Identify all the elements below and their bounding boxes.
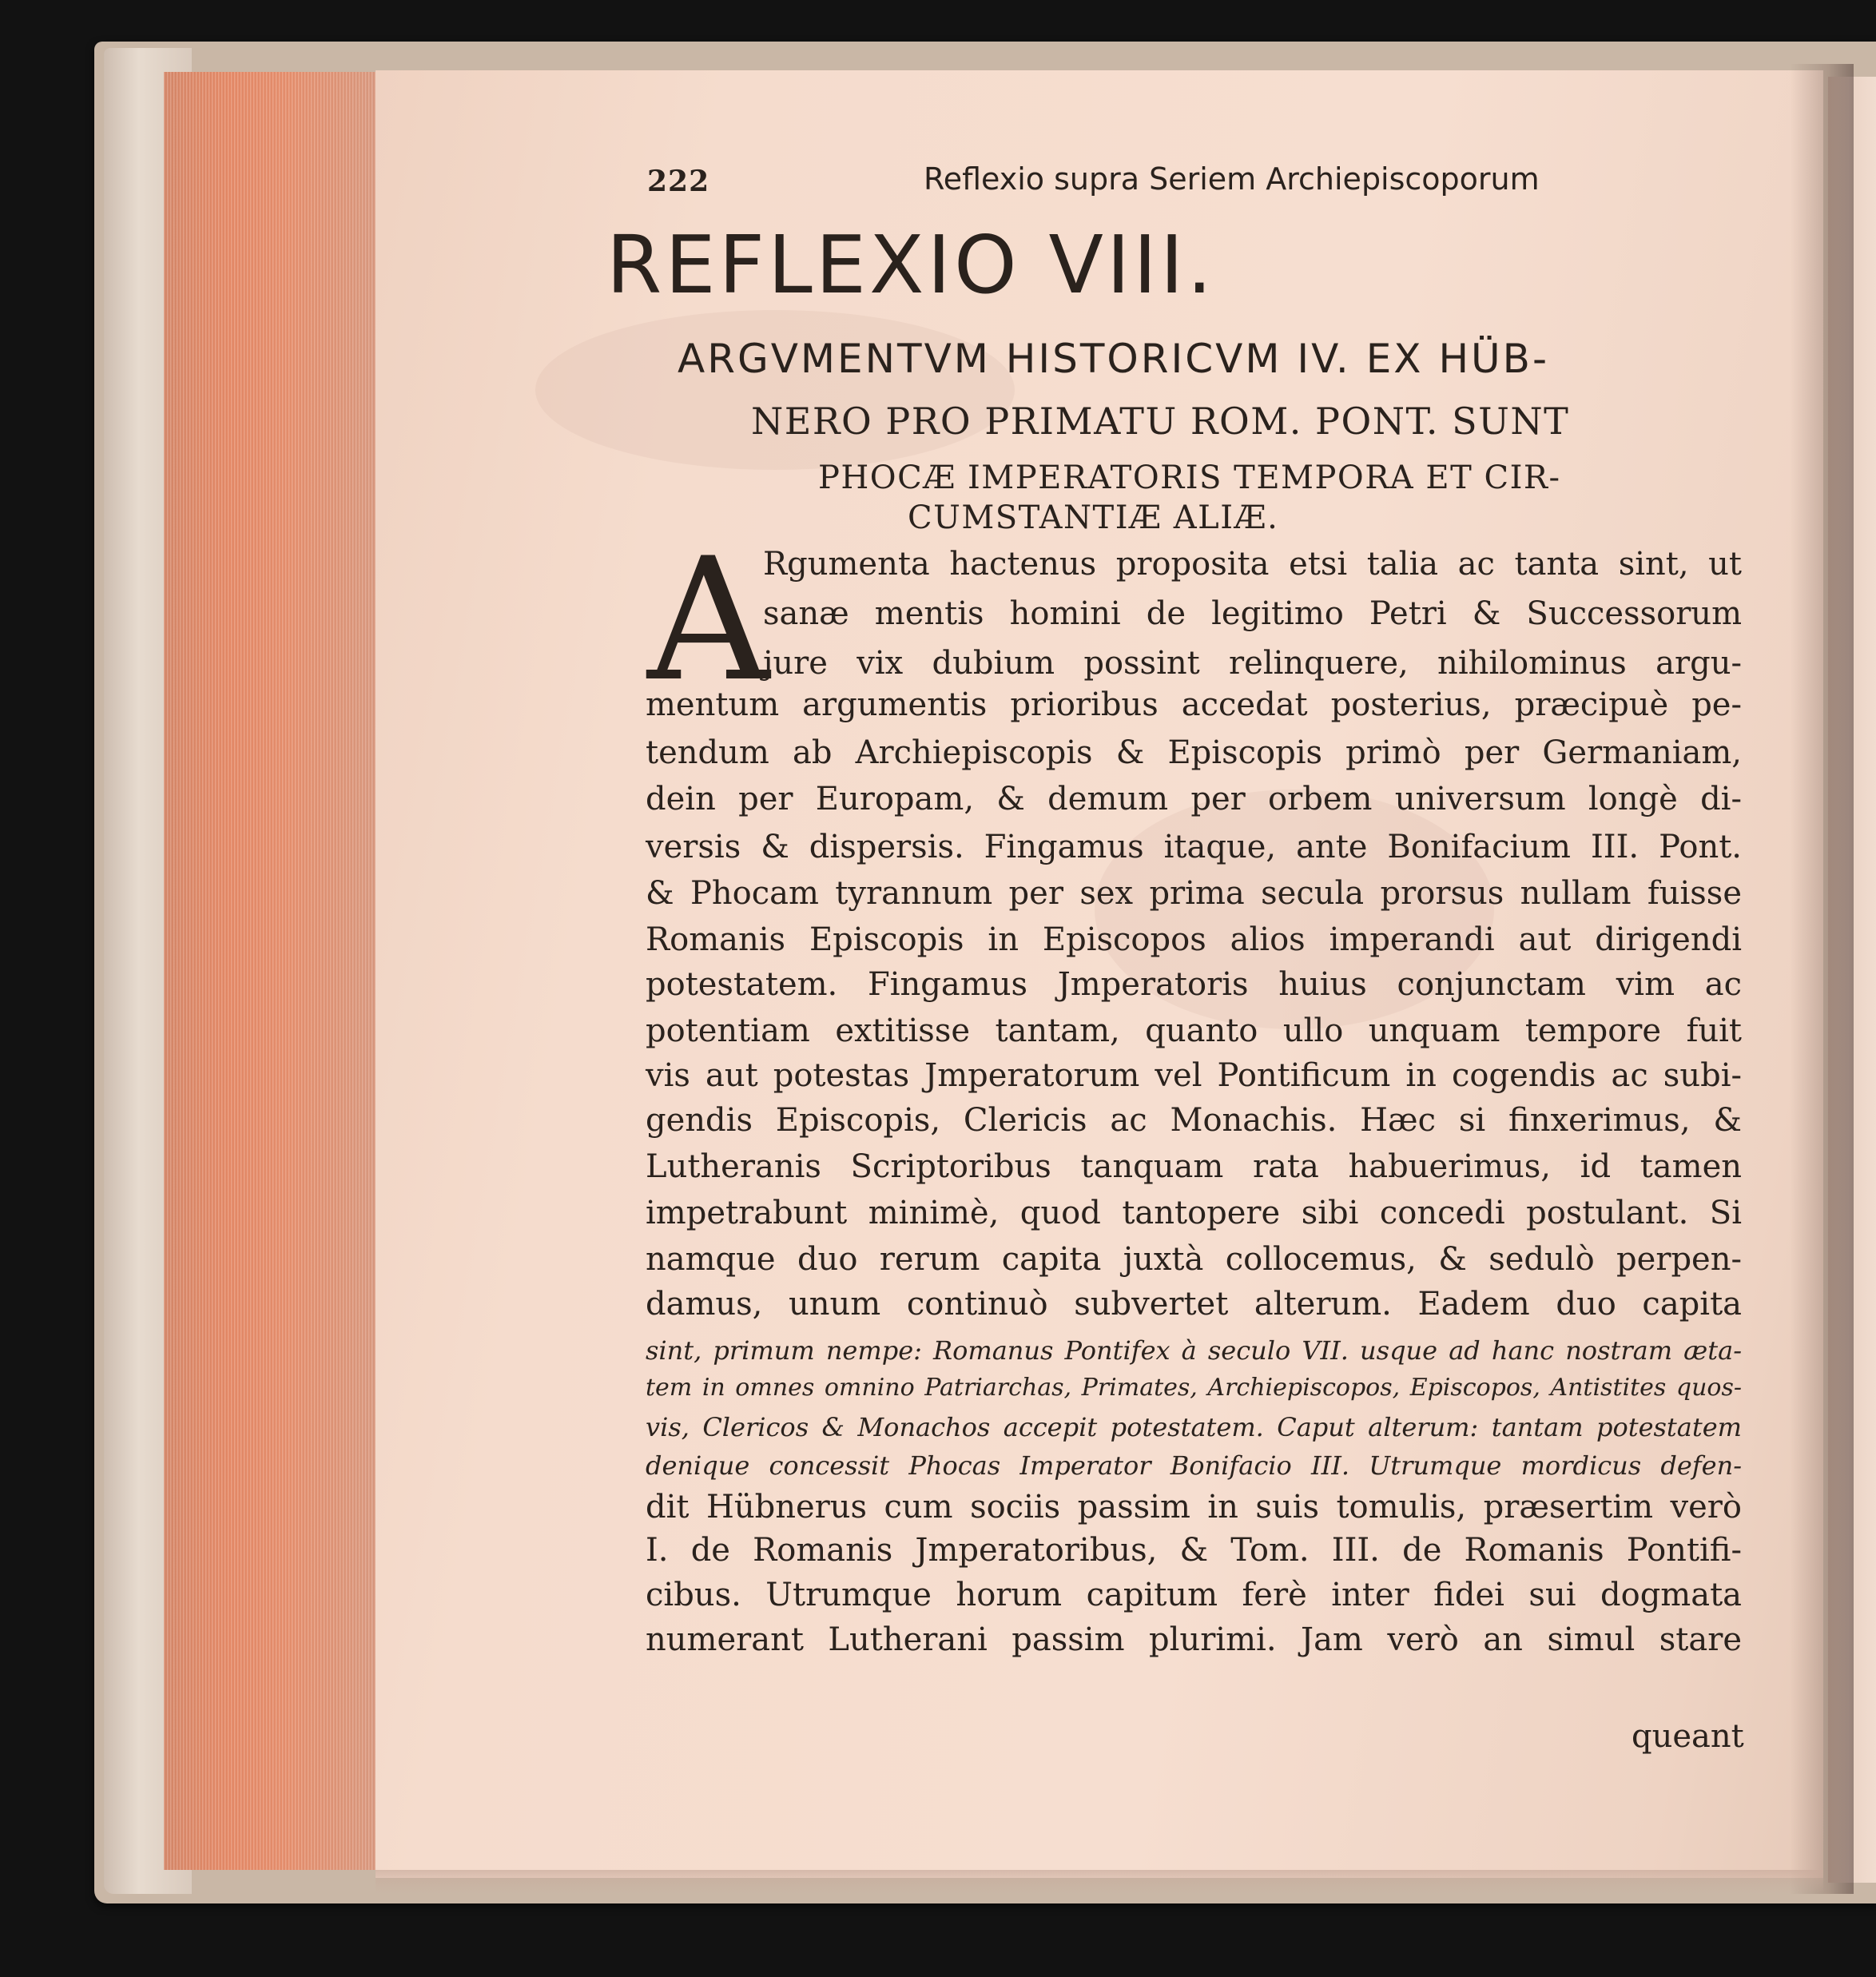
page-bottom-shadow [376, 1870, 1823, 1894]
page-number: 222 [647, 165, 710, 198]
paper-stain [535, 310, 1015, 470]
body-line-italic: sint, primum nempe: Romanus Pontifex à seculo VII. usque ad hanc nostram æta- [646, 1335, 1742, 1366]
subtitle-line: PHOCÆ IMPERATORIS TEMPORA ET CIR- [818, 459, 1561, 496]
running-head [647, 161, 1766, 213]
subtitle-line: NERO PRO PRIMATU ROM. PONT. SUNT [751, 400, 1570, 443]
body-line: mentum argumentis prioribus accedat posterius, præcipuè pe- [646, 686, 1742, 723]
body-line: & Phocam tyrannum per sex prima secula prorsus nullam fuisse [646, 875, 1742, 912]
body-line: tendum ab Archiepiscopis & Episcopis primò per Germaniam, [646, 734, 1742, 771]
chapter-title: REFLEXIO VIII. [606, 218, 1216, 312]
body-line: versis & dispersis. Fingamus itaque, ante Bonifacium III. Pont. [646, 829, 1742, 865]
catchword: queant [1632, 1718, 1744, 1755]
body-line: Romanis Episcopis in Episcopos alios imperandi aut dirigendi [646, 921, 1742, 958]
subtitle-line: ARGVMENTVM HISTORICVM IV. EX HÜB- [678, 336, 1549, 382]
drop-cap: A [647, 521, 770, 718]
body-line-italic: vis, Clericos & Monachos accepit potestatem. Caput alterum: tantam potestatem [646, 1412, 1742, 1442]
body-line: gendis Episcopis, Clericis ac Monachis. Hæc si finxerimus, & [646, 1102, 1742, 1139]
body-line: Rgumenta hactenus proposita etsi talia ac tanta sint, ut [763, 546, 1742, 583]
page-edges [164, 72, 380, 1870]
body-line: dit Hübnerus cum sociis passim in suis tomulis, præsertim verò [646, 1489, 1742, 1526]
subtitle-line: CUMSTANTIÆ ALIÆ. [908, 499, 1279, 536]
body-line-italic: tem in omnes omnino Patriarchas, Primates, Archiepiscopos, Episcopos, Antistites quos- [646, 1374, 1742, 1402]
body-line: I. de Romanis Jmperatoribus, & Tom. III. de Romanis Pontifi- [646, 1532, 1742, 1569]
body-line: Lutheranis Scriptoribus tanquam rata habuerimus, id tamen [646, 1148, 1742, 1185]
body-line: cibus. Utrumque horum capitum ferè inter fidei sui dogmata [646, 1577, 1742, 1613]
body-line: sanæ mentis homini de legitimo Petri & Successorum [763, 595, 1742, 632]
body-line-italic: denique concessit Phocas Imperator Bonifacio III. Utrumque mordicus defen- [646, 1450, 1742, 1481]
running-title: Reflexio supra Seriem Archiepiscoporum [924, 161, 1540, 197]
body-line: damus, unum continuò subvertet alterum. Eadem duo capita [646, 1286, 1742, 1323]
gutter-shadow [1790, 64, 1854, 1894]
body-line: numerant Lutherani passim plurimi. Jam verò an simul stare [646, 1621, 1742, 1658]
body-line: jure vix dubium possint relinquere, nihilominus argu- [763, 645, 1742, 682]
body-line: vis aut potestas Jmperatorum vel Pontificum in cogendis ac subi- [646, 1057, 1742, 1094]
body-line: potestatem. Fingamus Jmperatoris huius conjunctam vim ac [646, 966, 1742, 1003]
body-line: impetrabunt minimè, quod tantopere sibi concedi postulant. Si [646, 1195, 1742, 1231]
body-line: namque duo rerum capita juxtà collocemus, & sedulò perpen- [646, 1241, 1742, 1278]
body-line: dein per Europam, & demum per orbem universum longè di- [646, 781, 1742, 817]
body-line: potentiam extitisse tantam, quanto ullo unquam tempore fuit [646, 1012, 1742, 1049]
